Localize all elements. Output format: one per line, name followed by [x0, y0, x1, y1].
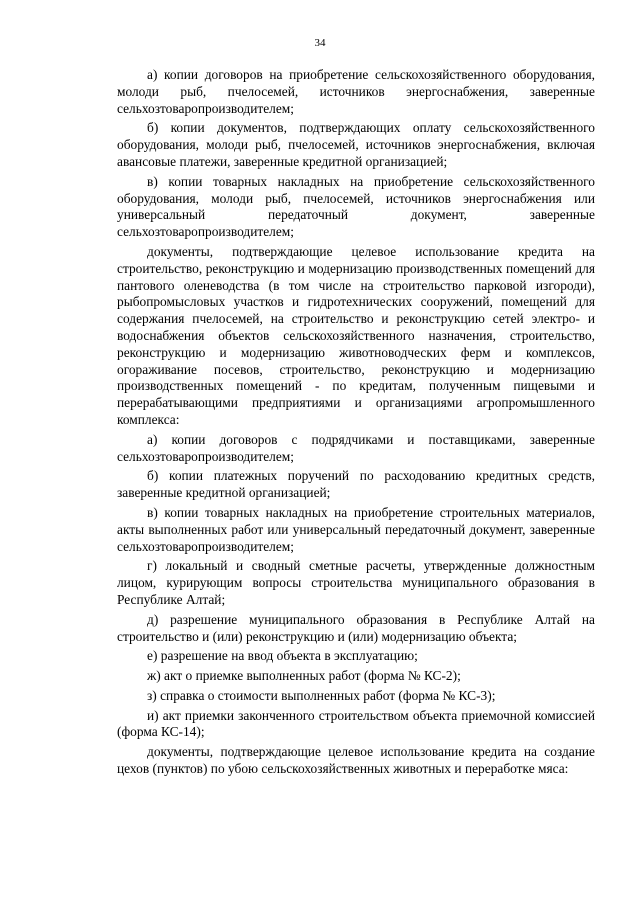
- paragraph-10: е) разрешение на ввод объекта в эксплуатацию;: [147, 648, 418, 664]
- page-number: 34: [314, 37, 326, 49]
- paragraph-11: ж) акт о приемке выполненных работ (форма № КС-2);: [147, 668, 461, 684]
- paragraph-13: и) акт приемки законченного строительством объекта приемочной комиссией (форма КС-14);: [117, 707, 595, 740]
- paragraph-4: документы, подтверждающие целевое использование кредита на строительство, реконструкцию и модернизацию производственных помещений для пантового оленеводства (в том числе на строительство парковой изгороди), рыбопромысловых участков и гидротехнических сооружений, помещений для содержания пчелосемей, на строительство и реконструкцию сетей электро- и водоснабжения объектов сельскохозяйственного назначения, строительство, реконструкцию и модернизацию животноводческих ферм и комплексов, огораживание посевов, строительство, реконструкцию и модернизацию производственных помещений - по кредитам, полученным пищевыми и перерабатывающими предприятиями и организациями агропромышленного комплекса:: [117, 243, 595, 427]
- paragraph-12: з) справка о стоимости выполненных работ (форма № КС-3);: [147, 687, 496, 703]
- paragraph-8: г) локальный и сводный сметные расчеты, утвержденные должностным лицом, курирующим вопросы строительства муниципального образования в Республике Алтай;: [117, 558, 595, 607]
- paragraph-3: в) копии товарных накладных на приобретение сельскохозяйственного оборудования, молоди рыб, пчелосемей, источников энергоснабжения или универсальный передаточный документ, заверенные сельхозтоваропроизводителем;: [117, 173, 595, 240]
- paragraph-2: б) копии документов, подтверждающих оплату сельскохозяйственного оборудования, молоди рыб, пчелосемей, источников энергоснабжения, включая авансовые платежи, заверенные кредитной организацией;: [117, 120, 595, 169]
- paragraph-1: а) копии договоров на приобретение сельскохозяйственного оборудования, молоди рыб, пчелосемей, источников энергоснабжения, заверенные сельхозтоваропроизводителем;: [117, 67, 595, 116]
- document-body: [117, 67, 595, 781]
- paragraph-6: б) копии платежных поручений по расходованию кредитных средств, заверенные кредитной организацией;: [117, 468, 595, 501]
- paragraph-9: д) разрешение муниципального образования в Республике Алтай на строительство и (или) реконструкцию и (или) модернизацию объекта;: [117, 611, 595, 644]
- paragraph-14: документы, подтверждающие целевое использование кредита на создание цехов (пунктов) по убою сельскохозяйственных животных и переработке мяса:: [117, 744, 595, 777]
- paragraph-5: а) копии договоров с подрядчиками и поставщиками, заверенные сельхозтоваропроизводителем;: [117, 431, 595, 464]
- paragraph-7: в) копии товарных накладных на приобретение строительных материалов, акты выполненных работ или универсальный передаточный документ, заверенные сельхозтоваропроизводителем;: [117, 504, 595, 554]
